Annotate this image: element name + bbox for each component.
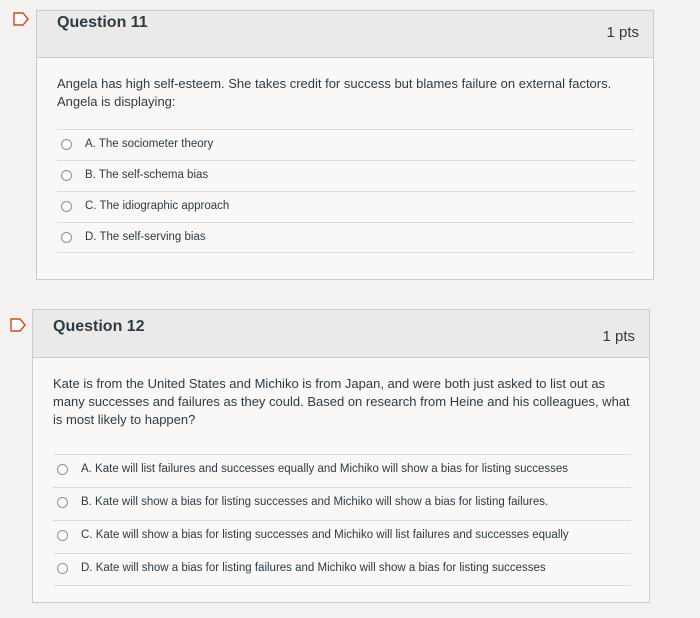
answer-option[interactable] [57,129,635,160]
answer-option[interactable] [57,160,635,191]
flag-question-icon[interactable] [10,318,26,332]
answer-label: C. Kate will show a bias for listing successes and Michiko will list failures and successes equally [81,529,569,541]
answer-option[interactable] [53,553,631,586]
answer-list [57,129,635,253]
answer-option[interactable] [57,191,635,222]
answer-label: C. The idiographic approach [85,200,230,212]
answer-label: B. Kate will show a bias for listing successes and Michiko will show a bias for listing failures. [81,496,549,508]
radio-button[interactable] [61,139,72,150]
radio-button[interactable] [61,201,72,212]
radio-button[interactable] [57,530,68,541]
answer-label: D. The self-serving bias [85,231,206,243]
question-text: Angela has high self-esteem. She takes credit for success but blames failure on external factors. Angela is displaying: [57,76,612,109]
radio-button[interactable] [57,464,68,475]
answer-label: A. The sociometer theory [85,138,214,150]
answer-option[interactable] [53,520,631,553]
radio-button[interactable] [57,497,68,508]
question-header [37,11,653,58]
question-title: Question 12 [53,318,145,335]
answer-option[interactable] [53,454,631,487]
radio-button[interactable] [61,232,72,243]
question-points: 1 pts [606,24,639,41]
question-text: Kate is from the United States and Michiko is from Japan, and were both just asked to list out as many successes and failures as they could. Based on research from Heine and his colleagues, what is most likely to happen? [53,376,630,427]
answer-label: A. Kate will list failures and successes equally and Michiko will show a bias for listing successes [81,463,569,475]
answer-label: B. The self-schema bias [85,169,209,181]
answer-label: D. Kate will show a bias for listing failures and Michiko will show a bias for listing successes [81,562,546,574]
answer-option[interactable] [57,222,635,253]
question-card [32,309,650,603]
question-title: Question 11 [57,14,148,31]
answer-option[interactable] [53,487,631,520]
radio-button[interactable] [57,563,68,574]
question-card [36,10,654,280]
radio-button[interactable] [61,170,72,181]
answer-list [53,454,631,586]
flag-question-icon[interactable] [13,12,29,26]
question-header [33,310,649,358]
question-points: 1 pts [602,328,635,345]
